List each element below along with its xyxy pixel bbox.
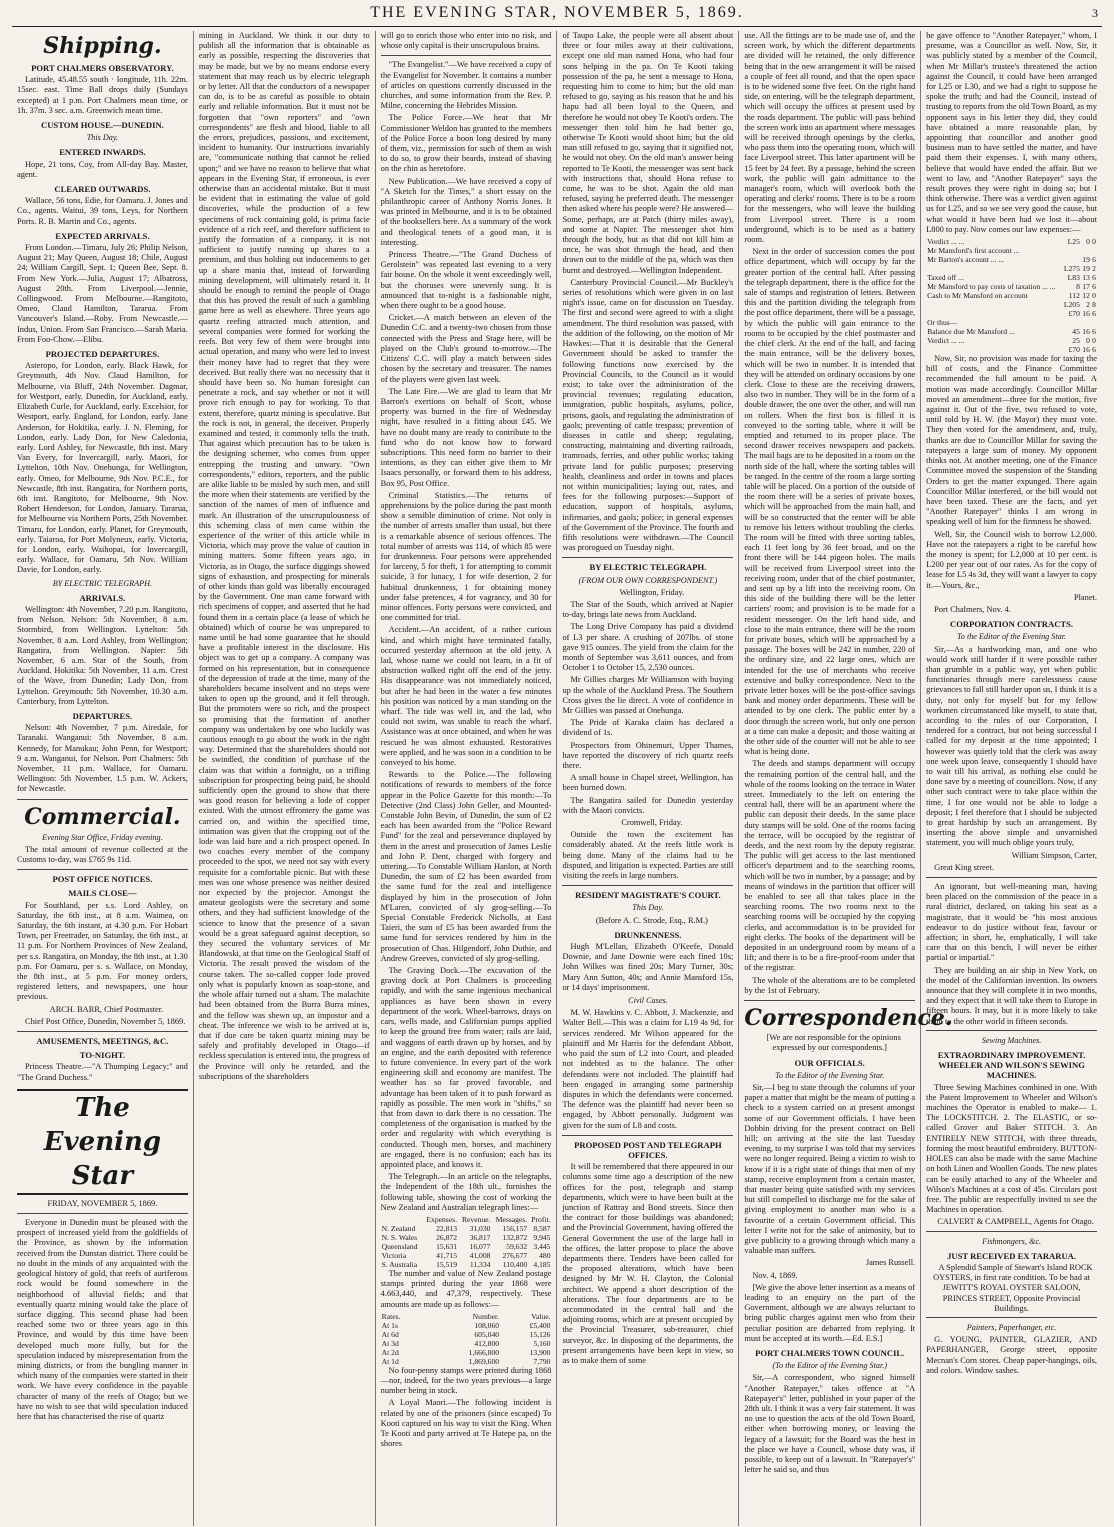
table-cell: L205 (1063, 300, 1080, 310)
table-cell: 1,666,800 (468, 1347, 500, 1357)
table-cell: 5,160 (533, 1338, 551, 1348)
table-row (381, 1330, 552, 1339)
table-cell: At 6d (381, 1329, 399, 1339)
table-cell: L275 (1063, 264, 1080, 274)
table-cell: 19 (1082, 264, 1090, 274)
simpson-signature: William Simpson, Carter, (1011, 850, 1097, 860)
table-cell: 8 (1076, 282, 1080, 292)
table-cell (1062, 246, 1081, 255)
divider (381, 55, 552, 56)
proposed-offices-heading: PROPOSED POST AND TELEGRAPH OFFICES. (574, 1139, 722, 1160)
table-cell: 15,126 (529, 1329, 551, 1339)
cleared-heading: CLEARED OUTWARDS. (54, 184, 151, 195)
table-cell: 13,900 (529, 1347, 551, 1357)
table-cell: Victoria (381, 1250, 407, 1260)
painters-text: G. YOUNG, PAINTER, GLAZIER, AND PAPERHANGER, George street, opposite Mecnan's Corn stores. Cheap paper-hangings, oils, and colors. Window sashes. (926, 1335, 1097, 1375)
item-stamps: The number and value of New Zealand postage stamps printed during the year 1868 were 4.663,440, and 47,379, respectively. These amounts are made up as follows:— (380, 1268, 552, 1309)
table-cell (1081, 318, 1091, 327)
table-cell (926, 345, 1062, 354)
table-cell: 7,790 (533, 1356, 551, 1366)
table-row (381, 1339, 552, 1348)
post-signature-place: Chief Post Office, Dunedin, November 5, 1869. (25, 1016, 186, 1026)
fishmongers-text: A Splendid Sample of Stewart's Island ROCK OYSTERS, in first rate condition. To be had at JEWITT'S ROYAL OYSTER SALOON, PRINCES STREET, Opposite Provincial Buildings. (933, 1262, 1093, 1313)
sewing-title: EXTRAORDINARY IMPROVEMENT. WHEELER AND WILSON'S SEWING MACHINES. (937, 1050, 1086, 1081)
table-header: Messages. (495, 1214, 528, 1224)
editor-note: [We give the above letter insertion as a means of leading to an enquiry on the part of the Government, although we are always reluctant to bring public charges against men who from their peculiar position are debarred from replying. It must be accepted at its worth.—Ed. E.S.] (744, 1282, 916, 1343)
page-number: 3 (1092, 6, 1098, 20)
table-row (926, 246, 1097, 255)
arrivals-heading: ARRIVALS. (79, 592, 126, 603)
proposed-offices-completion: The whole of the alterations are to be completed by the 1st of February. (744, 975, 916, 995)
item-loyal-maori: A Loyal Maori.—The following incident is related by one of the prisoners (since escaped) To Kooti captured on his way to visit the King. When Te Kooti and party arrived at Te Hatepe pa, on the shores (380, 1398, 552, 1449)
masthead (12, 0, 1102, 27)
divider (562, 1135, 733, 1136)
post-office-text: For Southland, per s.s. Lord Ashley, on Saturday, the 6th inst., at 8 a.m. Waimea, on Saturday, the 6th instant, at 4.30 p.m. For Hobart Town, per Freetrader, on Saturday, the 6th inst., at 11 p.m. For Northern Provinces of New Zealand, per s.s. Rangatira, on Monday, the 8th inst., at 1.30 p.m. For Oamaru, per s. s. Wallace, on Monday, the 8th inst., at 5 p.m. For money orders, registered letters, and newspapers, one hour previous. (17, 900, 188, 1002)
leader-continued: mining in Auckland. We think it our duty to publish all the information that is obtainable as early as possible, respecting the discoveries that may be made, but we by no means endorse every statement that may reach us by electric telegraph or by letter. All that the conductors of a newspaper can do, is to be as careful as possible to obtain early and reliable information. But it must not be forgotten that "own reporters" and "own correspondents" are flesh and blood, liable to all the errors, prejudices, passions, and excitement, incident to humanity. Our instructions invariably are, "communicate nothing that cannot be relied upon;" and we have no reason to believe that what appears in the Evening Star, if erroneous, is ever otherwise than an accidental mistake. But it must be evident that in estimating the value of gold discoveries, while the production of a few specimens of rock containing gold, is prima facie evidence of a rich reef, and therefore sufficient to justify the formation of a company, it is not sufficient to justify running up shares to a premium, and thus holding out inducements to get up a share mania that, instead of forwarding mining development, will ultimately retard it. It should be enough to remind the people of Otago that this has proved the result of such a gambling game here as well as elsewhere. Three years ago quartz reefing attracted much attention, and several companies were formed for working the reefs. But very few of them were brought into actual operation, and many who were led to invest their money have had to regret that they were deceived. But really there was no necessity that it should have been so. No human foresight can penetrate a rock, and say whether or not it will prove rich enough to pay for working. To that extent, therefore, quartz mining is speculative. But the rock is not, in general, the deceiver. Properly examined and tested, it commonly tells the truth. That against which precaution has to be taken is the designing schemer, who comes from upper entrepping the trusting and unwary. "Own correspondents," editors, reporters, and the public are alike liable to be misled by such men, and still the more when their statements are verified by the sanction of the names of men of influence and mark. An illustration of the unscrupulousness of this scheming class of men came within the experience of the writer of this article while in Victoria, which may prove the value of caution in mining matters. Some fifteen years ago, in Victoria, as in Otago, the surface diggings showed signs of exhaustion, and prospecting for minerals of other kinds than gold was liberally encouraged by the Government. One man came forward with rich specimens of copper, and asserted that he had found them in a certain place (a lease of which he obtained) which of course he was unprepared to name until he had some guarantee that he should have a profitable interest in the disclosure. His object was to get up a company. A company was formed on his representation, but in consequence of the depression of trade at the time, many of the shareholders became insolvent and no steps were taken to open up the ground, and it fell through. But the promoters were so rich, and the prospect so promising that the formation of another company was undertaken by one who luckily was cautious enough to go about the work in the right way. Determined that the shareholders should not be swindled, the condition of purchase of the claim was that within a fortnight, on a trifling subscription for prospecting being paid, he should sufficiently open the ground to show that there was good reason for believing a lode of copper existed. With the utmost effrontery the game was carried on, and within the specified time, intimation was given that the cropping out of the lode was laid bare and a rich prospect opened. In two coaches every member of the company proceeded to the spot, we need not say with every requisite for a comfortable picnic. But with these men was one whose presence was neither desired nor expected by the projector. Amongst the amateur geologists were the secretary and some others, and they had sufficient knowledge of the science to know that the presence of a savan would be a great safeguard against deception, so they secured the voluntary services of Mr Blandowski, at that time on the Geological Staff of Victoria. The result proved the wisdom of the course taken. The so-called copper lode proved only what is popularly known as soap-stone, and the whole affair turned out a sham. The malachite had been obtained from the Burra Burra mines, and the fellow was shewn up, an impostor and a cheat. The inference we wish to be arrived at is, that if due care be taken quartz mining may be safely and profitably developed in Otago—if reckless speculation is entered into, the progress of the Province will only be retarded, and the subscriptions of the shareholders (198, 31, 370, 1081)
table-cell: 0 (1092, 336, 1096, 346)
table-cell: 16 (1082, 309, 1090, 319)
table-header-row (381, 1215, 552, 1224)
table-row (381, 1233, 552, 1242)
correspondence-heading: Correspondence. (744, 1005, 953, 1032)
telegraph-place: Cromwell, Friday. (621, 818, 683, 828)
table-header (381, 1215, 423, 1224)
this-day-label: This Day. (86, 133, 119, 143)
table-cell: 41,008 (469, 1250, 491, 1260)
column-4 (557, 31, 739, 1526)
divider (17, 1213, 188, 1214)
table-cell: 22,813 (436, 1223, 457, 1233)
proposed-offices-deeds: The deeds and stamps department will occupy the remaining portion of the central hall, and the whole of the rooms looking on the terrace in Water street. Immediately to the left on entering the central hall, there will be an apartment where the public can deposit their deeds. In the same place duty stamps will be sold. One of the rooms facing the terrace, will be occupied by the registrar of deeds, and the next room by the deputy registrar. The public will get access to the last mentioned officer's department and to the searching rooms, which will be two in number, by a passage; and by means of windows in the partition that officer will be enabled to see all that takes place in the searching rooms. The two rooms next to the searching rooms will be occupied by the copying clerks, and accommodation is to be provided for eight clerks. The books of the department will be deposited in an underground room by means of a lift; and there is to be a fire-proof-room under that of the registrar. (744, 759, 916, 973)
table-cell: Queensland (381, 1241, 418, 1251)
telegraph-place: Wellington, Friday. (619, 587, 685, 597)
telegraph-item: A small house in Chapel street, Wellington, has been burned down. (562, 773, 734, 793)
commercial-sub: Evening Star Office, Friday evening. (42, 832, 163, 842)
table-cell: 412,800 (474, 1338, 500, 1348)
table-row (381, 1224, 552, 1233)
table-cell: 16 (1082, 345, 1090, 355)
table-cell (1091, 246, 1097, 255)
table-cell: At 2d (381, 1347, 399, 1357)
divider (562, 885, 733, 886)
table-header: Expenses. (426, 1214, 457, 1224)
table-cell: 59,632 (506, 1241, 528, 1251)
column-6 (921, 31, 1102, 1526)
paper-title: The Evening Star (17, 1089, 188, 1195)
table-cell: 45 (1072, 327, 1080, 337)
table-row (381, 1242, 552, 1251)
table-row (926, 309, 1097, 318)
observatory-heading: PORT CHALMERS OBSERVATORY. (31, 63, 174, 73)
divider (17, 799, 188, 800)
table-cell: 31,030 (469, 1223, 491, 1233)
telegraph-item: Outside the town the excitement has considerably abated. At the reefs little work is being done. Many of the claims had to be disputed, and litigation is expected. Parties are still visiting the reefs in large numbers. (562, 830, 734, 881)
telegraph-sub: (FROM OUR OWN CORRESPONDENT.) (578, 575, 718, 585)
table-cell: 15,519 (436, 1259, 457, 1269)
item-air-ship: They are building an air ship in New York, on the model of the Californian invention. Its owners announce that they will complete it in two months, and they expect that it will take them to Europe in fifteen hours. It may, but it is more likely to take them to the other world in fifteen seconds. (926, 965, 1097, 1026)
corporation-contracts-heading: CORPORATION CONTRACTS. (950, 619, 1074, 630)
table-cell: At 1d (381, 1356, 399, 1366)
table-cell (926, 264, 1062, 273)
telegraph-item: Prospectors from Ohinemuri, Upper Thames, have reported the discovery of rich quartz reefs there. (562, 740, 734, 771)
departures-heading: DEPARTURES. (72, 710, 133, 721)
item-stamps-note: No four-penny stamps were printed during 1868—nor, indeed, for the two years previous—a large number being in stock. (380, 1365, 552, 1396)
stamps-table (381, 1312, 552, 1366)
item-late-fire: The Late Fire.—We are glad to learn that Mr Barron's exertions on behalf of Scott, whose property was burned in the fire of Wednesday night, have resulted in a fitting about £45. We have no doubt many are ready to contribute to the fund who do not know how to forward subscriptions. This need form no barrier to their intentions, as they can either give them to Mr Isaacs personally, or forward them to his address, Box 95, Post Office. (380, 386, 552, 488)
our-officials-date: Nov. 4, 1869. (752, 1270, 798, 1280)
table-cell: 26,872 (436, 1232, 457, 1242)
table-cell: 6 (1092, 309, 1096, 319)
corporation-contracts-sub: To the Editor of the Evening Star. (957, 632, 1067, 642)
table-cell: 6 (1092, 345, 1096, 355)
entered-heading: ENTERED INWARDS. (59, 147, 146, 158)
our-officials-heading: OUR OFFICIALS. (794, 1057, 865, 1068)
item-rewards-police: Rewards to the Police.—The following notifications of rewards to members of the force appear in the Police Gazette for this month:—To Detective (2nd Class) John Geller, and Mounted-Constable John Bevin, of Dunedin, the sum of £2 each has been awarded from the "Police Reward Fund" for the zeal and perseverance displayed by them in the arrest and prosecution of James Leslie and John P. Dent, charged with forgery and uttering.—To Constable William Hanlon, at North Dunedin, the sum of £2 has been awarded from the same fund for the zeal and intelligence displayed by him in the prosecution of John M'Laren, convicted of sly grog-selling.—To Special Constable Frederick Nicholls, at East Taieri, the sum of £5 has been awarded from the same fund for services rendered by him in the prosecution of Chas. Hilgendorf, John Duthie, and Andrew Greeves, convicted of sly grog-selling. (380, 770, 552, 963)
leader-text: Everyone in Dunedin must be pleased with the prospect of increased yield from the goldfields of the Province, as shown by the information received from the Dunstan district. There could be no doubt in the minds of any acquainted with the geological history of gold, that reefs of auriferous rock would be found somewhere in the neighborhood of alluvial fields; and that eventually quartz mining would take the place of surface digging. This second phase had been reached some two or three years ago in this Province, and would by this time have been developed much more fully, but for the speculation induced by misrepresentation from the mining districts, or from the bungling manner in which many of the companies were started in their work. We have every confidence in the payable character of many of the reefs of Otago; but we have no wish to see that wild speculation induced here that has characterised the rise of quartz (17, 1218, 188, 1421)
table-header-row (381, 1312, 552, 1321)
town-council-continued: he gave offence to "Another Ratepayer," whom, I presume, was a Councillor as well. Now, Sir, it was publicly stated by a member of the Council, when Mr Millar's trustee's threatened the action against the Council, it could have been arranged for L25 or L30, and we had a right to suppose he spoke the truth; and had the Council, instead of trusting to reports from the old Town Board, as my opponent says in his letter they did, they could have obtained a more reasonable plan, by appointing that councillor and another good business man to have settled the matter, and have paid them their expenses. I, with many others, believe that would have ended the affair. But we went to law, and "Another Ratepayer" says the result proves they were right in doing so; but I think otherwise. There was a verdict given against us for L25, and so we see very good the cause, but what would it have been had we lost it—about L800 to pay. Now comes our law expenses:— (926, 31, 1097, 234)
table-cell: Verdict ... ... (927, 237, 965, 247)
observatory-text: Latitude, 45.48.55 south · longitude, 11h. 22m. 15sec. east. Time Ball drops daily (Sundays excepted) at 1 p.m. Port Chalmers mean time, or 1h. 37m. 3 sec. a.m. Greenwich mean time. (17, 75, 188, 115)
table-cell: Mr Mansford to pay costs of taxation ... ... (927, 282, 1056, 292)
departures-text: Nelson: 4th November, 7 p.m. Airedale, for Taranaki. Wanganui: 5th November, 8 a.m. Kennedy, for Manukau; John Penn, for Westport; 9 a.m. Wanganui, for Nelson. Port Chalmers: 5th November, 11 p.m. Wallace, for Oamaru. Wellington: 5th November, 1.5 p.m. W. Ackers, for Newcastle. (17, 723, 188, 794)
town-council-sub: (To the Editor of the Evening Star.) (772, 1361, 887, 1371)
table-cell: N. S. Wales (381, 1232, 418, 1242)
table-cell: S. Australia (381, 1259, 418, 1269)
table-cell: 12 (1082, 291, 1090, 301)
table-row (926, 273, 1097, 282)
court-before: (Before A. C. Strode, Esq., R.M.) (595, 915, 708, 925)
divider (562, 557, 733, 558)
sewing-ad (926, 1030, 1097, 1228)
table-cell: Or thus— (927, 318, 958, 328)
column-1 (12, 31, 194, 1526)
simpson-address: Great King street. (934, 862, 994, 872)
table-row (381, 1321, 552, 1330)
correspondence-note: [We are not responsible for the opinions expressed by our correspondents.] (766, 1033, 901, 1053)
table-cell: 13 (1082, 273, 1090, 283)
divider (17, 869, 188, 870)
table-row (926, 291, 1097, 300)
loyal-maori-continued: of Taupo Lake, the people were all absent about three or four miles away at their cultivations, except one old man named Hona, who had four sons helping in the pa. On Te Kooti taking possession of the pa, he sent a message to Hona, requesting him to come to him; but the old man refused to go, saying as his reason that he and his hapu had all been loyal to the Queen, and therefore he would not obey Te Kooti's orders. The messenger then told him he had better go, otherwise Te Kooti would shoot him; but the old man still refused to go, saying that it signified not, he would not obey. On the old man's answer being reported to Te Kooti, the messenger was sent back with instructions that, should Hona refuse to come, he was to be shot. Again the old man refused, saying he preferred death. The messenger then asked where his people were? He answered—Some, perhaps, are at Patch (thirty miles away), and some at Napier. The messenger shot him through the body, but as that did not kill him at once, he was shot through the head, and then drawn out to the middle of the pa, which was then burnt and destroyed.—Wellington Independent. (562, 31, 734, 275)
town-council-costs: Now, Sir, no provision was made for taxing the bill of costs, and the Finance Committee recommended the full amount to be paid. A motion was made accordingly. Councillor Millar moved an amendment—three for the motion, five against it. Out of the five, two refused to vote, until told by H. W. (the Mayor) they must vote. They then voted for the amendment, and, truly, thanks are due to Councillor Millar for saving the ratepayers a large sum of money. My opponent thinks not. At another meeting, one of the Finance Committee moved the suspension of the Standing Orders to get the matter expunged. There again Councillor Millar interfered, or the bill would not have been taxed. These are the facts, and yet "Another Ratepayer" thinks I am wrong in speaking well of him for the firmness he showed. (926, 354, 1097, 527)
post-office-heading: POST OFFICE NOTICES. (52, 874, 153, 885)
table-cell: 41,715 (436, 1250, 457, 1260)
town-council-heading: PORT CHALMERS TOWN COUNCIL. (755, 1347, 905, 1358)
our-officials-sub: To the Editor of the Evening Star. (775, 1070, 885, 1080)
table-cell: 0 (1086, 237, 1090, 247)
table-cell (926, 300, 1062, 309)
court-heading: RESIDENT MAGISTRATE'S COURT. (575, 890, 721, 901)
table-cell: 112 (1068, 291, 1080, 301)
table-cell (1091, 318, 1097, 327)
table-cell: 25 (1072, 336, 1080, 346)
civil-cases-heading: Civil Cases. (628, 996, 668, 1006)
projected-text: Asteropo, for London, early. Black Hawk, for Greymouth, 4th Nov. Claud Hamilton, for Melbourne, via Bluff, 24th November. Dagmar, for Westport, early. Dunedin, for Auckland, early. Elizabeth Curle, for Auckland, early. Excelsior, for Westport, early. England, for London, early. Jane Anderson, for Hokitika, early. J. N. Fleming, for London, early. Lady Don, for New Caledonia, early. Lord Ashley, for Newcastle, 8th inst. Mary Van Every, for Invercargill, early. Maori, for Lyttelton, 10th Nov. Onehunga, for Wellington, early. Omeo, for Melbourne, 9th Nov. P.C.E., for Newcastle, 8th inst. Rangatira, for Northern ports, 6th inst. Rangitoto, for Melbourne, 9th Nov. Robert Henderson, for London, January. Tararua, for Melbourne via Northern Ports, 25th November. Timaru, for London, early. Planet, for Greymouth, early. Taiaroa, for Port Molyneux, early. Victoria, for London, early. Waihopai, for Invercargill, early. Wallace, for Oamaru, 5th Nov. William Davie, for London, early. (17, 361, 188, 575)
table-cell: 2 (1092, 264, 1096, 274)
projected-heading: PROJECTED DEPARTURES. (45, 349, 160, 360)
telegraph-heading: BY ELECTRIC TELEGRAPH. (52, 578, 153, 588)
table-cell: 0 (1086, 336, 1090, 346)
telegraph-item: Mr Gillies charges Mr Williamson with buying up the whole of the Auckland Press. The Southern Cross gives the lie direct. A vote of confidence in Mr Gillies was passed at Onehunga. (562, 675, 734, 715)
table-cell: 17 (1082, 282, 1090, 292)
shipping-heading: Shipping. (43, 33, 162, 59)
fishmongers-title: JUST RECEIVED EX TARARUA. (947, 1250, 1077, 1261)
table-row (926, 255, 1097, 264)
table-header: Revenue. (461, 1214, 491, 1224)
expected-heading: EXPECTED ARRIVALS. (55, 230, 150, 241)
town-council-text: Sir,—A correspondent, who signed himself "Another Ratepayer," takes offence at "A Ratepayer's" letter, published in your paper of the 28th ult. I think it was a very fair statement. It was no use to question the acts of the old Town Board, either when borrowing money, or leaving the legacy of a lawsuit; for the Board was the best in the place we have a Council, whose duty was, if possible, to keep out of a lawsuit. In "Ratepayer's" letter he said so, and thus (744, 1373, 916, 1475)
amusements-text: Princess Theatre.—"A Thumping Legacy;" and "The Grand Duchess." (17, 1062, 188, 1082)
item-graving-dock: The Graving Dock.—The excavation of the graving dock at Port Chalmers is proceeding rapidly, and with the same ingenious mechanical appliances as have been shown in every department of the work. Wheel-barrows, drays on cars, wells made, and Californian pumps applied to keep the ground free from water; rails are laid, and waggons of earth drawn up by horses, and by an engine, and the earth deposited with reference to future convenience. In every part of the work engineering skill and economy are manifest. The weather has so far proved favorable, and advantage has been taken of it to push forward as rapidly as possible. The men work in "shifts," so that from dawn to dark there is no cessation. The completeness of the organisation is marked by the order and regularity with which everything is conducted. Though men, horses, and machinery are engaged, there is no confusion; each has its appointed place, and knows it. (380, 966, 552, 1169)
table-cell: L83 (1067, 273, 1080, 283)
item-evangelist: "The Evangelist."—We have received a copy of the Evangelist for November. It contains a number of articles on questions currently discussed in the churches, and some information from the Rev. P. Milne, concerning the Hebrides Mission. (380, 60, 552, 111)
table-row (381, 1251, 552, 1260)
item-canterbury-council: Canterbury Provincial Council.—Mr Buckley's series of resolutions which were given in on last night's issue, came on for discussion on Tuesday. The first and second were agreed to with a slight amendment. The third resolution was passed, with the addition of the following, on the motion of Mr Hawkes:—That it is desirable that the General Government should be asked to transfer the following functions now exercised by the Provincial Councils, to the Council as it would exist; to take over the administration of the provincial revenues; regulating education, immigration, public hospitals, asylums, police, prisons, gaols, and regulating the administration of gaols; preventing of cattle trespass; prevention of diseases in cattle and sheep; regulating, constructing, maintaining and diverting railroads, tramroads, ferries, and other public works; taking private land for public purposes; preserving health, cleanliness and order in towns and places not within municipalities; laying out, rates, and fees for the following purposes:—Support of education, support of hospitals, asylums, infirmaries, and gaols; police; in general expenses of the Government of the Province. The fourth and fifth resolutions were withdrawn.—The Council was prorogued on Tuesday night. (562, 277, 734, 553)
table-cell: 4,185 (533, 1259, 551, 1269)
table-cell: 110,400 (502, 1259, 528, 1269)
table-cell (1081, 246, 1091, 255)
cleared-text: Wallace, 56 tons, Edie, for Oamaru. J. Jones and Co., agents. Waitui, 39 tons, Leys, for Northern Ports. R. B. Martin and Co., agents. (17, 196, 188, 226)
table-cell (1062, 255, 1081, 264)
table-cell: 6 (1092, 282, 1096, 292)
entered-text: Hope, 21 tons, Coy, from All-day Bay. Master, agent. (17, 159, 188, 179)
table-cell: 1,869,600 (468, 1356, 500, 1366)
table-cell: 108,060 (474, 1320, 500, 1330)
table-cell: 36,817 (469, 1232, 491, 1242)
column-3 (376, 31, 558, 1526)
proposed-offices-post: Next in the order of succession comes the post office department, which will occupy by far the greater portion of the central hall. After passing the telegraph department, there is the office for the sale of stamps and registration of letters. Between this and the partition dividing the telegraph from the post office department, there will be a passage, by which the public will gain entrance to the rooms to be occupied by the chief postmaster and the chief clerk. At the end of the hall, and facing the main entrance, will be the delivery boxes, which will be two in number. It is intended that they will be attended on ordinary occasions by one clerk. Close to these are the receiving drawers, also two in number. They will be in the form of a double drawer, the one over the other, and will run on rollers. When the first box is filled it is conveyed to the sorting table, where it will be emptied and returned to its proper place. The second drawer receives newspapers and packets. The mail bags are to be deposited in a room on the north side of the hall, where the sorting tables will be ranged. In the centre of the room a large sorting table will be placed. On a portion of the outside of the room there will be a series of private boxes, which will be approached from the main hall, and will be so constructed that the renter will be able to remove his letters without troubling the clerks. The room will be fitted with three sorting tables, each 11 feet long by 36 feet broad, and on the front there will be 144 pigeon holes. The mails will be received from Liverpool street into the receiving room, under that of the chief postmaster, and sent up by a lift into the receiving room. On this side of the building there will be the letter carriers' room; and provision is to be made for a resident messenger. On the left hand side, and close to the main entrance, there will be the room for private boxes, which will be approached by a passage. The boxes will be 242 in number, 220 of the ordinary size, and 22 large ones, which are intended for the use of merchants who receive extensive and bulky correspondence. Next to the private letter boxes will be the post-office savings bank and money order departments. These will be attended to by one clerk. The public enter by a door through the screen work, but only one person at a time can make a deposit; and those waiting at the other side of the counter will not be able to see what is being done. (744, 247, 916, 757)
expected-text: From London.—Timaru, July 26; Philip Nelson, August 21; May Queen, August 18; Chile, August 24; William Cargill, Sept. 1; Queen Bee, Sept. 8. From New York.—Julia, August 17; Albatross, August 20th. From Liverpool.—Jennie, Collingwood. From Melbourne.—Rangitoto, Omeo, Claud Hamilton, Tararua. From Vancouver's Island.—Roby. From Newcastle.—Indus, Union. From San Francisco.—Sarah Maria. From Foo-Chow.—Elibu. (17, 243, 188, 344)
table-cell: 132,872 (502, 1232, 528, 1242)
item-cricket: Cricket.—A match between an eleven of the Dunedin C.C. and a twenty-two chosen from those connected with the Press and Stage here, will be played on the Club's ground to-morrow.—The Citizens' C.C. will play a match between sides chosen by the secretary and treasurer. The names of the players were given last week. (380, 313, 552, 384)
item-accident: Accident.—An accident, of a rather curious kind, and which might have terminated fatally, occurred yesterday afternoon at the old jetty. A lad, whose name we could not learn, in a fit of abstraction walked right off the end of the jetty. His disappearance was not immediately noticed, but after he had been in the water a few minutes his position was noticed by a man standing on the wharf. The tide was well in, and the lad, who could not swim, was unable to reach the wharf. Assistance was at once obtained, and when he was rescued he was almost exhausted. Restoratives were applied, and he was soon in a condition to be conveyed to his home. (380, 625, 552, 768)
divider (744, 1000, 915, 1001)
table-cell: L25 (1067, 237, 1080, 247)
table-cell: Cash to Mr Mansford on account (927, 291, 1028, 301)
table-cell: 11,334 (469, 1259, 491, 1269)
table-cell (926, 309, 1062, 318)
table-row (926, 327, 1097, 336)
table-cell: £5,400 (529, 1320, 551, 1330)
telegraph-table (381, 1215, 552, 1269)
table-cell: 16 (1082, 327, 1090, 337)
table-cell: 6 (1092, 255, 1096, 265)
fishmongers-heading: Fishmongers, &c. (982, 1236, 1041, 1246)
columns (12, 31, 1102, 1526)
table-cell: Mr Barton's account ... ... (927, 255, 1005, 265)
painters-heading: Painters, Paperhanger, etc. (966, 1322, 1057, 1332)
item-magistrate: An ignorant, but well-meaning man, having been placed on the commission of the peace in a rural district, declared, on taking his seat as a magistrate, that it would be "his most anxious endeavor to do justice without fear, favour or affection; in short, he, emphatically, I will take care that on this bench, I will never be either partial or impartial." (926, 882, 1097, 963)
item-telegraph: The Telegraph.—In an article on the telegraphs, the Independent of the 18th ult., furnishes the following table, showing the cost of working the New Zealand and Australian telegraph lines:— (380, 1172, 552, 1212)
table-header: Rates. (381, 1311, 401, 1321)
accounts-table (926, 237, 1097, 354)
table-cell: 0 (1092, 237, 1096, 247)
table-row (381, 1357, 552, 1366)
our-officials-signature: James Russell. (865, 1258, 916, 1268)
post-signature: ARCH. BARR, Chief Postmaster. (49, 1004, 164, 1014)
sewing-text: Three Sewing Machines combined in one. With the Patent Improvement to Wheeler and Wilson's machines the Operator is enabled to make— 1. The LOCKSTITCH. 2. The ELASTIC, or so-called Grover and Baker STITCH. 3. An ENTIRELY NEW STITCH, with three threads, forming the most beautiful embroidery. BUTTON-HOLES can also be made with the same Machine on both Linen and Woollen Goods. The new plates can be easily attached to any of the Wheeler and Wilson's Machines at a cost of 45s. Circulars post free. The public are respectfully invited to see the Machines in operation. (926, 1082, 1097, 1215)
table-cell: 156,157 (502, 1223, 528, 1233)
table-row (381, 1348, 552, 1357)
item-new-publication: New Publication.—We have received a copy of "A Sketch for the Times," a short essay on the philanthropic career of Anthony Norris Jones. It was printed in Melbourne, and it is to be obtained of the booksellers here. As a summary of the work and theological tenets of a good man, it is interesting. (380, 176, 552, 247)
fishmongers-ad (926, 1231, 1097, 1314)
table-cell: £70 (1068, 345, 1080, 355)
amusements-sub: TO-NIGHT. (79, 1050, 126, 1061)
masthead-title: THE EVENING STAR, NOVEMBER 5, 1869. (370, 4, 744, 21)
table-cell: N. Zealand (381, 1223, 416, 1233)
table-header: Value. (531, 1311, 551, 1321)
table-row (926, 336, 1097, 345)
civil-cases-text: M. W. Hawkins v. C. Abbott, J. Mackenzie, and Walter Bell.—This was a claim for L19 4s 9d, for services rendered. Mr Wilson appeared for the plaintiff and Mr Harris for the defendant Abbott, who paid the sum of L2 into Court, and pleaded not indebted as to the balance. The other defendants were not included. The plaintiff had been engaged in arranging some partnership disputes in which the defendants were concerned. The defence was the plaintiff had never been so engaged, by Abbott personally. Judgment was given for the sum of L8 and costs. (562, 1008, 734, 1130)
table-cell: 8 (1092, 300, 1096, 310)
telegraph-item: The Pride of Karaka claim has declared a dividend of 1s. (562, 718, 734, 738)
commercial-text: The total amount of revenue collected at the Customs to-day, was £765 9s 11d. (17, 844, 188, 865)
table-cell: 0 (1092, 291, 1096, 301)
table-cell: At 3d (381, 1338, 399, 1348)
item-police-force: The Police Force.—We hear that Mr Commissioner Weldon has granted to the members of the Police Force a boon long desired by many of them, viz., permission for such of them as wish to do so, to grow their beards, instead of shaving on the chin as heretofore. (380, 113, 552, 174)
table-header: Number. (472, 1311, 500, 1321)
table-cell: 3,445 (533, 1241, 551, 1251)
commercial-heading: Commercial. (24, 803, 181, 830)
table-cell: £70 (1068, 309, 1080, 319)
town-council-borrow: Well, Sir, the Council wish to borrow L2,000. Have not the ratepayers a right to be careful how the money is spent; for L2,000 at 10 per cent. is L200 per year out of our rates. As for the copy of lease for L5 4s 3d, they will want a lawyer to copy it.—Yours, &c., (926, 529, 1097, 590)
mails-close-heading: MAILS CLOSE— (68, 888, 137, 899)
table-row (926, 318, 1097, 327)
table-cell: Verdict ... ... (927, 336, 965, 346)
planet-signature: Planet. (1073, 592, 1097, 602)
table-cell: Mr Mansford's first account ... (927, 246, 1020, 256)
table-cell: 9,945 (533, 1232, 551, 1242)
proposed-offices-text: It will be remembered that there appeared in our columns some time ago a description of the new offices for the post, telegraph and stamp departments, which were to have been built at the junction of Rattray and Bond streets. Since then the contract for those buildings was abandoned; and the Provincial Government, having offered the General Government the use of the large hall in the offices, the latter propose to place the above departments there. Tenders have been called for the proposed alterations, which have been designed by Mr W. H. Clayton, the Colonial architect. We append a short description of the alterations. The four departments are to be accommodated in the central hall and the adjoining rooms, which are at present occupied by the Provincial Treasurer, sub-treasurer, chief surveyor, &c. In disposing of the departments, the present arrangements have been kept in view, so as to make them of some (562, 1162, 734, 1365)
proposed-offices-continued: use. All the fittings are to be made use of, and the screen work, by which the different departments are divided will be retained, the only difference being that in the new arrangement it will be raised a couple of feet all round, and that the open space is to be widened some five feet. On the right hand side, on entering, will be the telegraph department, which will occupy the offices at present used by the roads department. The public will pass behind the screen work into an apartment where messages will be received through openings by the clerks, who pass them into the operating room, which will face Liverpool street. This latter apartment will be 15 feet by 24 feet. By a passage, behind the screen work, the public will gain admittance to the manager's room, which will overlook both the operating and clerks' rooms. There is to be a room for the messengers, who will leave the building from Liverpool street. There is a room underground, which is to be used as a battery room. (744, 31, 916, 245)
table-row (926, 282, 1097, 291)
table-cell: 8,587 (533, 1223, 551, 1233)
divider (926, 877, 1097, 878)
table-cell: 15,631 (436, 1241, 457, 1251)
our-officials-text: Sir,—I beg to state through the columns of your paper a matter that might be the means of putting a check to a system carried on at present amongst some of our Government officials. I have been Dobbin driving for the present contract on Bell hill; on arriving at the site the last Tuesday evening, to my surprise I was told that my services were no longer required. Being a victim to wish to know if it is a right state of things that men of my stamp, receive employment from a certain master, that master being quite satisfied with my services but still compelled to discharge me for the sake of giving employment to another man who is a favourite of a certain Government official. This letter I write not for the sake of animosity, but to give publicity to a growing through which many a valuable man suffers. (744, 1082, 916, 1256)
telegraph-item: The Star of the South, which arrived at Napier to-day, brings late news from Auckland. (562, 599, 734, 620)
table-cell: At 1s (381, 1320, 398, 1330)
table-cell: 6 (1092, 327, 1096, 337)
table-header: Profit. (531, 1214, 551, 1224)
table-cell: 6 (1092, 273, 1096, 283)
leader-end: will go to enrich those who enter into no risk, and whose only capital is their unscrupulous brains. (380, 31, 552, 51)
court-day: This Day. (632, 903, 664, 913)
table-cell: 605,040 (474, 1329, 500, 1339)
table-cell: Taxed off ... (927, 273, 964, 283)
table-cell: 16,077 (469, 1241, 491, 1251)
painters-ad (926, 1317, 1097, 1376)
amusements-heading: AMUSEMENTS, MEETINGS, &C. (36, 1036, 169, 1047)
table-cell: 276,677 (502, 1250, 528, 1260)
table-row (926, 300, 1097, 309)
table-cell: 19 (1082, 255, 1090, 265)
column-2 (194, 31, 376, 1526)
drunkenness-text: Hugh M'Lellan, Elizabeth O'Keefe, Donald Downie, and Jane Downie were each fined 10s; John Wilkes was fined 20s; Mary Turner, 30s; Mary Ann Sutton, 40s; and Annie Mansford 15s, or 14 days' imprisonment. (562, 942, 734, 992)
electric-telegraph-heading: BY ELECTRIC TELEGRAPH. (589, 562, 707, 573)
table-cell: 2 (1086, 300, 1090, 310)
telegraph-item: The Long Drive Company has paid a dividend of L3 per share. A crushing of 207lbs. of stone gave 915 ounces. The yield from the claim for the month of September was 3,611 ounces, and from October 1 to October 15, 2,530 ounces. (562, 622, 734, 673)
table-row (926, 345, 1097, 354)
drunkenness-heading: DRUNKENNESS. (614, 929, 682, 940)
custom-house-heading: CUSTOM HOUSE.—DUNEDIN. (41, 120, 164, 131)
date-line: FRIDAY, NOVEMBER 5, 1869. (47, 1198, 158, 1208)
table-row (381, 1260, 552, 1269)
table-cell: 480 (539, 1250, 551, 1260)
corporation-contracts-text: Sir,—As a hardworking man, and one who would work still harder if it were possible rather than grumble in a public way, yet when public functionaries through mere carelessness cause grievances to fall still harder upon us, I think it is a duty, not only for myself but for my fellow workmen circumstanced like myself, to state that, according to the rules of our Corporation, I tendered for a contract, but not being successful I called for my deposit at the time appointed; I however was quietly told that the clerk was away one week upon leave, consequently I should have to wait till his arrival, as nothing else could be done save by a meeting of councillors. Now, if any other such contract were to take place within the time, I for one would not be able to lodge a deposit; I feel therefore that I should be subjected to great hardship by such an arrangement. By inserting the above simple and unvarnished statement, you will much oblige yours truly, (926, 644, 1097, 848)
table-cell (1062, 318, 1081, 327)
planet-date: Port Chalmers, Nov. 4. (934, 604, 1011, 614)
sewing-heading: Sewing Machines. (981, 1035, 1042, 1045)
item-princess-theatre: Princess Theatre.—"The Grand Duchess of Gerolstein" was repeated last evening to a very fair house. On the whole it went exceedingly well, but the choruses were unevenly sung. It is announced that to-night is a fashionable night, when there ought to be a good house. (380, 250, 552, 311)
table-row (926, 237, 1097, 246)
arrivals-text: Wellington: 4th November, 7.20 p.m. Rangitoto, from Nelson. Nelson: 5th November, 8 a.m. Stormbird, from Wellington. Lyttelton: 5th November, 8 a.m. Lord Ashley, from Wellington; Rangatira, from Wellington. Napier: 5th November, 6 a.m. Star of the South, from Auckland. Hokitika: 5th November, 11 a.m. Crest of the Wave, from Dunedin; Lady Don, from Lyttelton. Greymouth: 5th November, 10.30 a.m. Canterbury, from Lyttelton. (17, 604, 188, 706)
divider (17, 1031, 188, 1032)
telegraph-item: The Rangatira sailed for Dunedin yesterday with the Maori convicts. (562, 795, 734, 815)
sewing-signature: CALVERT & CAMPBELL, Agents for Otago. (937, 1217, 1094, 1227)
table-cell: Balance due Mr Mansford ... (927, 327, 1015, 337)
table-row (926, 264, 1097, 273)
item-criminal-statistics: Criminal Statistics.—The returns of apprehensions by the police during the past month show a sensible diminution of crime. Not only is the number of arrests smaller than usual, but there is a remarkable absence of serious offences. The total number of arrests was 114, of which 85 were for drunkenness. Four persons were apprehended for larceny, 5 for theft, 1 for attempting to commit suicide, 3 for lunacy, 1 for wife desertion, 2 for habitual drunkenness, 1 for obtaining money under false pretences, 4 for vagrancy, and 30 for minor offences. Forty persons were convicted, and one committed for trial. (380, 490, 552, 623)
